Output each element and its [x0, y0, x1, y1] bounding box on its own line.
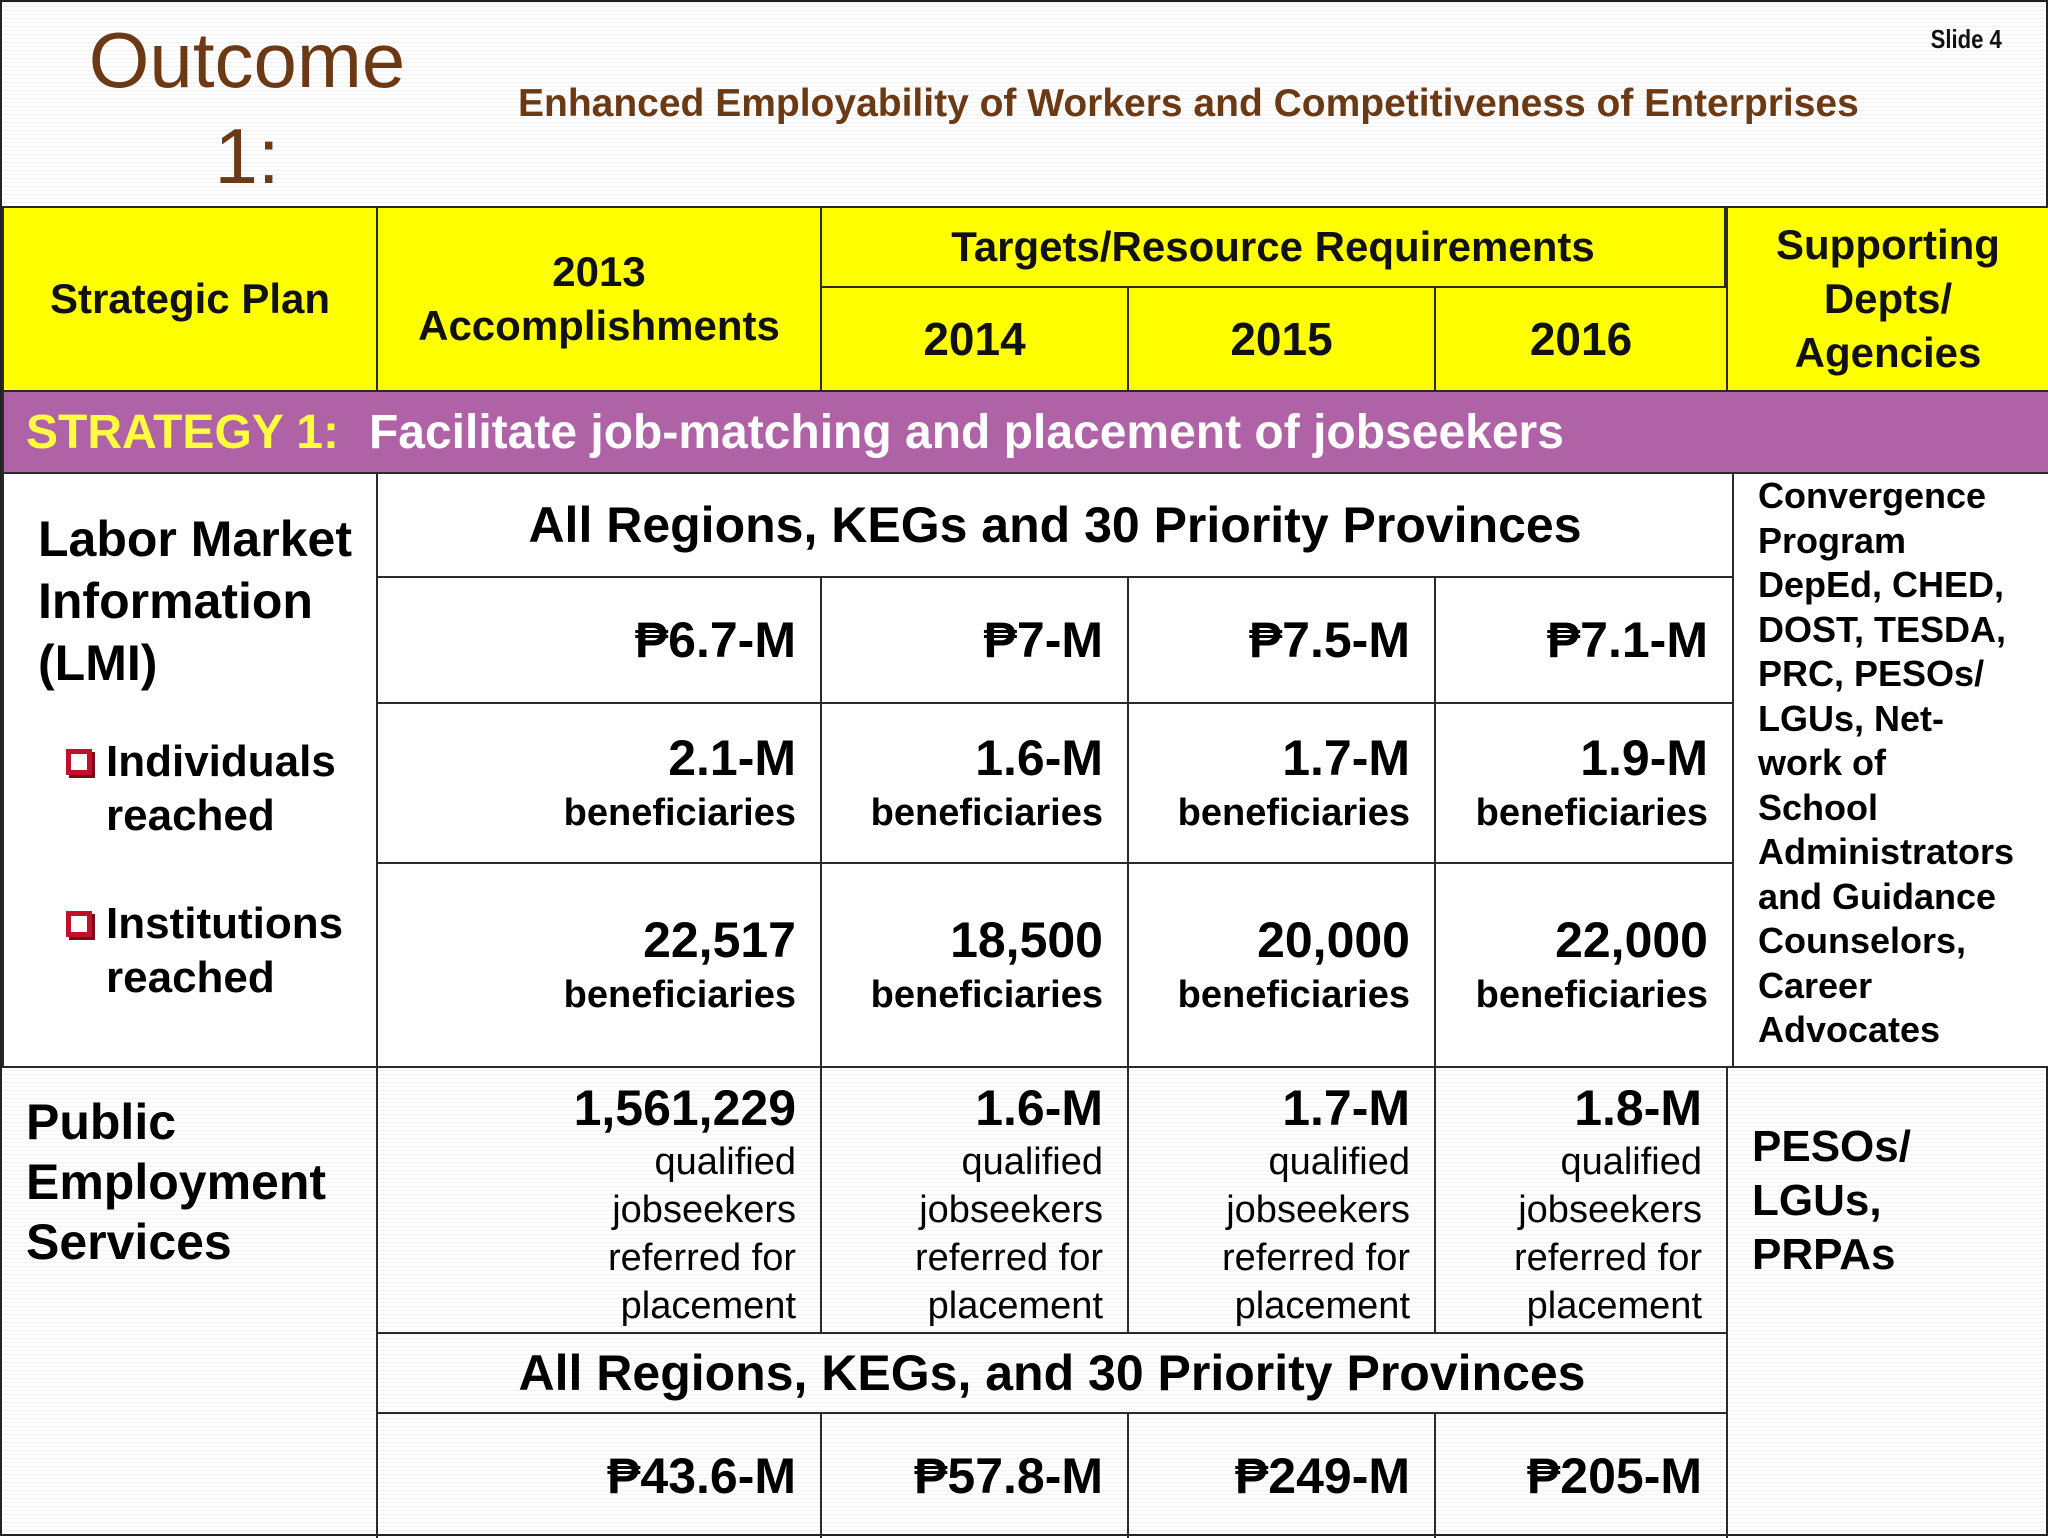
header-year-2014 — [820, 286, 1129, 392]
header-year-2016 — [1434, 286, 1728, 392]
pes-desc-line: jobseekers — [1518, 1189, 1702, 1231]
checkbox-bullet-icon — [66, 749, 92, 775]
lmi-institutions-2016-unit: beneficiaries — [1475, 974, 1708, 1016]
lmi-institutions-2013 — [376, 862, 822, 1068]
pes-jobseekers-2014-desc — [915, 1138, 1103, 1330]
lmi-individuals-text — [106, 735, 336, 843]
lmi-individuals-label — [66, 735, 376, 843]
pes-desc-line: placement — [620, 1285, 796, 1327]
pes-budget-2015-value: ₱249-M — [1234, 1448, 1410, 1504]
outcome-title-line2: 1: — [214, 112, 280, 200]
pes-supporting-line2: LGUs, — [1752, 1176, 1882, 1225]
lmi-budget-2013-value: ₱6.7-M — [634, 612, 796, 668]
pes-coverage — [376, 1332, 1728, 1414]
slide-number: Slide 4 — [1930, 24, 2002, 54]
pes-jobseekers-2013-desc — [608, 1138, 796, 1330]
pes-title-line1: Public — [26, 1094, 177, 1150]
pes-jobseekers-2013 — [376, 1066, 822, 1334]
lmi-supporting-line: Advocates — [1758, 1009, 1941, 1050]
pes-budget-2013-value: ₱43.6-M — [607, 1448, 796, 1504]
lmi-supporting-line: work of — [1758, 742, 1887, 783]
pes-jobseekers-2014-value: 1.6-M — [975, 1080, 1103, 1136]
header-strategic-plan-label: Strategic Plan — [49, 275, 331, 322]
pes-desc-line: referred for — [1222, 1237, 1410, 1279]
lmi-individuals-2014-value: 1.6-M — [975, 730, 1103, 786]
lmi-supporting-agencies — [1758, 474, 2048, 1053]
lmi-supporting-line: Convergence — [1758, 475, 1987, 516]
pes-desc-line: qualified — [1268, 1141, 1410, 1183]
pes-jobseekers-2015-value: 1.7-M — [1282, 1080, 1410, 1136]
checkbox-bullet-icon — [66, 911, 92, 937]
pes-jobseekers-2015-desc — [1222, 1138, 1410, 1330]
header-accomplishments-label: Accomplishments — [418, 302, 780, 349]
pes-budget-2016 — [1434, 1412, 1728, 1538]
lmi-budget-2013 — [376, 576, 822, 704]
pes-desc-line: jobseekers — [612, 1189, 796, 1231]
lmi-coverage-label: All Regions, KEGs and 30 Priority Provinces — [528, 497, 1582, 553]
lmi-coverage — [376, 472, 1734, 578]
lmi-institutions-line2: reached — [106, 953, 275, 1002]
pes-desc-line: qualified — [1560, 1141, 1702, 1183]
lmi-institutions-2015 — [1127, 862, 1436, 1068]
lmi-institutions-line1: Institutions — [106, 899, 344, 948]
header-accomplishments-year: 2013 — [552, 248, 646, 295]
pes-title-line2: Employment — [26, 1154, 327, 1210]
header-year-2014-label: 2014 — [923, 313, 1026, 365]
pes-supporting-line1: PESOs/ — [1752, 1122, 1911, 1171]
lmi-title-line1: Labor Market — [38, 511, 352, 567]
pes-title — [26, 1092, 356, 1272]
pes-supporting-line3: PRPAs — [1752, 1230, 1896, 1279]
lmi-institutions-2015-value: 20,000 — [1257, 912, 1410, 968]
outcome-subtitle: Enhanced Employability of Workers and Competitiveness of Enterprises — [518, 82, 1859, 125]
lmi-title-line2: Information — [38, 573, 313, 629]
lmi-supporting-line: Career — [1758, 964, 1873, 1006]
header-supporting — [1726, 206, 2048, 392]
lmi-individuals-2016 — [1434, 702, 1734, 864]
header-supporting-line2: Depts/ — [1823, 275, 1953, 322]
lmi-budget-2016 — [1434, 576, 1734, 704]
strategy-band — [2, 390, 2048, 474]
pes-jobseekers-2016 — [1434, 1066, 1728, 1334]
pes-budget-2015 — [1127, 1412, 1436, 1538]
lmi-individuals-2013-unit: beneficiaries — [563, 792, 796, 834]
lmi-supporting-line: Administrators — [1758, 831, 2015, 872]
pes-jobseekers-2013-value: 1,561,229 — [573, 1080, 796, 1136]
pes-jobseekers-2016-desc — [1514, 1138, 1702, 1330]
lmi-individuals-line1: Individuals — [106, 737, 336, 786]
lmi-institutions-2013-unit: beneficiaries — [563, 974, 796, 1016]
lmi-supporting-line: LGUs, Net- — [1758, 697, 1945, 739]
lmi-institutions-2015-unit: beneficiaries — [1177, 974, 1410, 1016]
pes-desc-line: referred for — [915, 1237, 1103, 1279]
pes-desc-line: referred for — [1514, 1237, 1702, 1279]
lmi-institutions-2014-unit: beneficiaries — [870, 974, 1103, 1016]
strategy-label: STRATEGY 1: — [26, 405, 339, 459]
lmi-budget-2014-value: ₱7-M — [983, 612, 1103, 668]
pes-desc-line: jobseekers — [919, 1189, 1103, 1231]
lmi-individuals-2016-value: 1.9-M — [1580, 730, 1708, 786]
lmi-individuals-2015-value: 1.7-M — [1282, 730, 1410, 786]
outcome-title-line1: Outcome — [88, 16, 406, 104]
lmi-budget-2016-value: ₱7.1-M — [1546, 612, 1708, 668]
pes-desc-line: placement — [1234, 1285, 1410, 1327]
lmi-supporting-line: DepEd, CHED, — [1758, 564, 2005, 605]
lmi-title — [38, 508, 368, 694]
pes-desc-line: placement — [927, 1285, 1103, 1327]
strategy-text: Facilitate job-matching and placement of jobseekers — [368, 405, 1564, 459]
header-strategic-plan — [2, 206, 378, 392]
lmi-institutions-2016 — [1434, 862, 1734, 1068]
header-year-2015-label: 2015 — [1230, 313, 1333, 365]
pes-desc-line: placement — [1526, 1285, 1702, 1327]
header-supporting-line3: Agencies — [1794, 329, 1982, 376]
lmi-individuals-2015 — [1127, 702, 1436, 864]
pes-budget-2016-value: ₱205-M — [1526, 1448, 1702, 1504]
lmi-supporting-line: School — [1758, 786, 1879, 828]
pes-desc-line: qualified — [961, 1141, 1103, 1183]
pes-supporting-agencies — [1752, 1120, 2042, 1282]
header-accomplishments — [376, 206, 822, 392]
lmi-supporting-line: and Guidance — [1758, 875, 1997, 917]
lmi-individuals-2016-unit: beneficiaries — [1475, 792, 1708, 834]
lmi-institutions-label — [66, 897, 376, 1005]
pes-budget-2014 — [820, 1412, 1129, 1538]
lmi-budget-2015-value: ₱7.5-M — [1248, 612, 1410, 668]
pes-title-line3: Services — [26, 1214, 232, 1270]
pes-jobseekers-2015 — [1127, 1066, 1436, 1334]
pes-desc-line: jobseekers — [1226, 1189, 1410, 1231]
header-supporting-line1: Supporting — [1776, 221, 2000, 268]
header-year-2015 — [1127, 286, 1436, 392]
lmi-supporting-line: Program — [1758, 519, 1907, 561]
lmi-individuals-2014-unit: beneficiaries — [870, 792, 1103, 834]
lmi-individuals-line2: reached — [106, 791, 275, 840]
lmi-budget-2014 — [820, 576, 1129, 704]
header-year-2016-label: 2016 — [1529, 313, 1633, 365]
lmi-supporting-line: Counselors, — [1758, 920, 1967, 961]
pes-desc-line: referred for — [608, 1237, 796, 1279]
lmi-supporting-line: PRC, PESOs/ — [1758, 653, 1985, 694]
lmi-individuals-2013 — [376, 702, 822, 864]
pes-jobseekers-2014 — [820, 1066, 1129, 1334]
pes-budget-2013 — [376, 1412, 822, 1538]
pes-desc-line: qualified — [654, 1141, 796, 1183]
lmi-institutions-2014-value: 18,500 — [950, 912, 1103, 968]
lmi-institutions-2016-value: 22,000 — [1555, 912, 1708, 968]
lmi-title-line3: (LMI) — [38, 635, 158, 691]
lmi-supporting-line: DOST, TESDA, — [1758, 608, 2007, 650]
pes-jobseekers-2016-value: 1.8-M — [1574, 1080, 1702, 1136]
pes-coverage-label: All Regions, KEGs, and 30 Priority Provinces — [518, 1345, 1586, 1401]
lmi-individuals-2014 — [820, 702, 1129, 864]
lmi-institutions-2014 — [820, 862, 1129, 1068]
lmi-individuals-2015-unit: beneficiaries — [1177, 792, 1410, 834]
lmi-institutions-text — [106, 897, 343, 1005]
lmi-budget-2015 — [1127, 576, 1436, 704]
header-targets — [820, 206, 1726, 288]
lmi-individuals-2013-value: 2.1-M — [668, 730, 796, 786]
pes-budget-2014-value: ₱57.8-M — [914, 1448, 1103, 1504]
header-targets-label: Targets/Resource Requirements — [951, 223, 1595, 270]
lmi-institutions-2013-value: 22,517 — [643, 912, 796, 968]
